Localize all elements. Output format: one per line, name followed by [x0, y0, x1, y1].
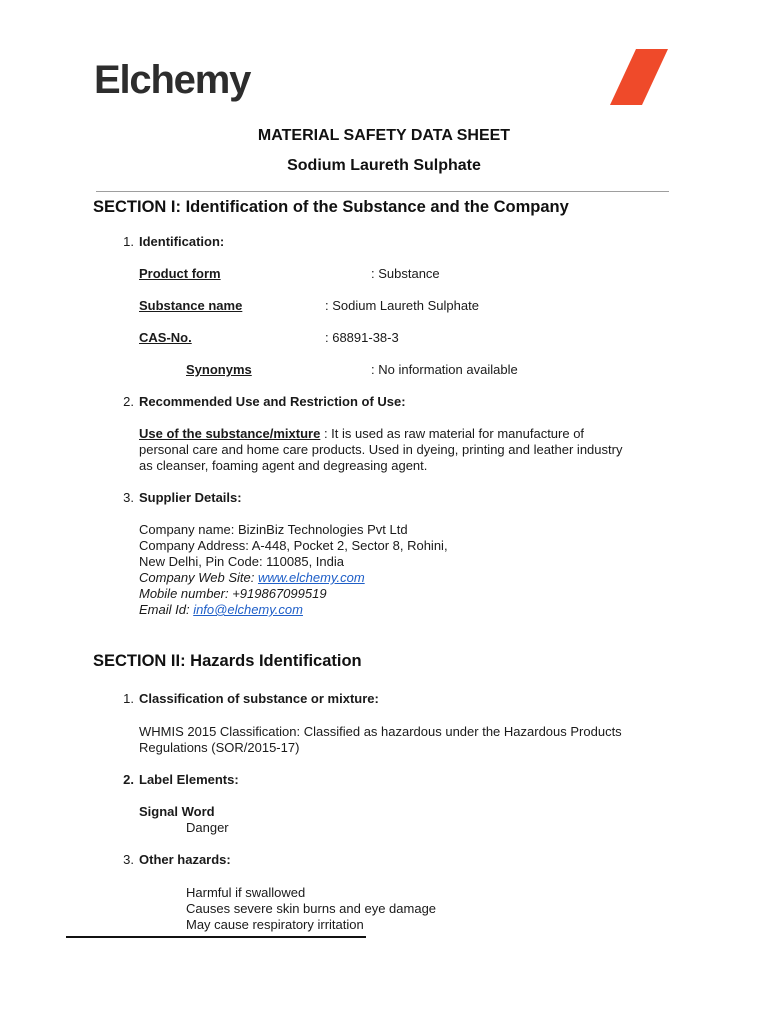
supplier-details-block	[139, 522, 679, 618]
website-label: Company Web Site:	[139, 570, 258, 585]
classification-heading: Classification of substance or mixture:	[139, 691, 379, 706]
substance-name-label: Substance name	[139, 298, 243, 313]
signal-word-value: Danger	[186, 820, 229, 835]
section-2-heading: SECTION II: Hazards Identification	[93, 652, 362, 670]
use-line-3: as cleanser, foaming agent and degreasing agent.	[139, 458, 428, 473]
list-item: May cause respiratory irritation	[186, 917, 364, 932]
mobile-number: Mobile number: +919867099519	[139, 586, 327, 601]
section-1-heading: SECTION I: Identification of the Substance and the Company	[93, 198, 569, 216]
company-logo	[94, 56, 250, 104]
company-address: Company Address: A-448, Pocket 2, Sector 8, Rohini,	[139, 538, 448, 553]
list-number: 1.	[123, 234, 134, 249]
logo-text-y: y	[229, 58, 251, 102]
list-number: 2.	[123, 772, 134, 787]
use-of-substance-paragraph	[139, 426, 679, 474]
classification-line-2: Regulations (SOR/2015-17)	[139, 740, 300, 755]
footnote-rule	[66, 936, 366, 938]
document-title: MATERIAL SAFETY DATA SHEET	[257, 127, 511, 144]
list-number: 3.	[123, 490, 134, 505]
email-label: Email Id:	[139, 602, 194, 617]
synonyms-value: : No information available	[371, 362, 518, 377]
list-number: 3.	[123, 852, 134, 867]
classification-paragraph	[139, 724, 699, 756]
identification-heading: Identification:	[139, 234, 225, 249]
list-item: Causes severe skin burns and eye damage	[186, 901, 437, 916]
product-form-label: Product form	[139, 266, 221, 281]
recommended-use-heading: Recommended Use and Restriction of Use:	[139, 394, 406, 409]
use-line-2: personal care and home care products. Used in dyeing, printing and leather industry	[139, 442, 623, 457]
website-link[interactable]: www.elchemy.com	[257, 570, 365, 585]
other-hazards-heading: Other hazards:	[139, 852, 231, 867]
signal-word-label: Signal Word	[139, 804, 215, 819]
email-link[interactable]: info@elchemy.com	[193, 602, 303, 617]
cas-label: CAS-No.	[139, 330, 192, 345]
substance-name-value: : Sodium Laureth Sulphate	[325, 298, 479, 313]
list-number: 1.	[123, 691, 134, 706]
document-subtitle: Sodium Laureth Sulphate	[287, 157, 481, 174]
label-elements-heading: Label Elements:	[139, 772, 239, 787]
brand-slash-icon	[610, 48, 670, 108]
classification-line-1: WHMIS 2015 Classification: Classified as hazardous under the Hazardous Products	[139, 724, 622, 739]
list-number: 2.	[123, 394, 134, 409]
company-name: Company name: BizinBiz Technologies Pvt Ltd	[139, 522, 408, 537]
product-form-value: : Substance	[371, 266, 440, 281]
hazard-list	[186, 885, 586, 933]
use-line-1: : It is used as raw material for manufacture of	[320, 426, 585, 441]
cas-value: : 68891-38-3	[325, 330, 399, 345]
synonyms-label: Synonyms	[186, 362, 252, 377]
logo-text: Elchem	[94, 58, 230, 102]
supplier-details-heading: Supplier Details:	[139, 490, 242, 505]
company-city: New Delhi, Pin Code: 110085, India	[139, 554, 344, 569]
header-divider	[96, 191, 669, 192]
use-label: Use of the substance/mixture	[139, 426, 321, 441]
list-item: Harmful if swallowed	[186, 885, 306, 900]
